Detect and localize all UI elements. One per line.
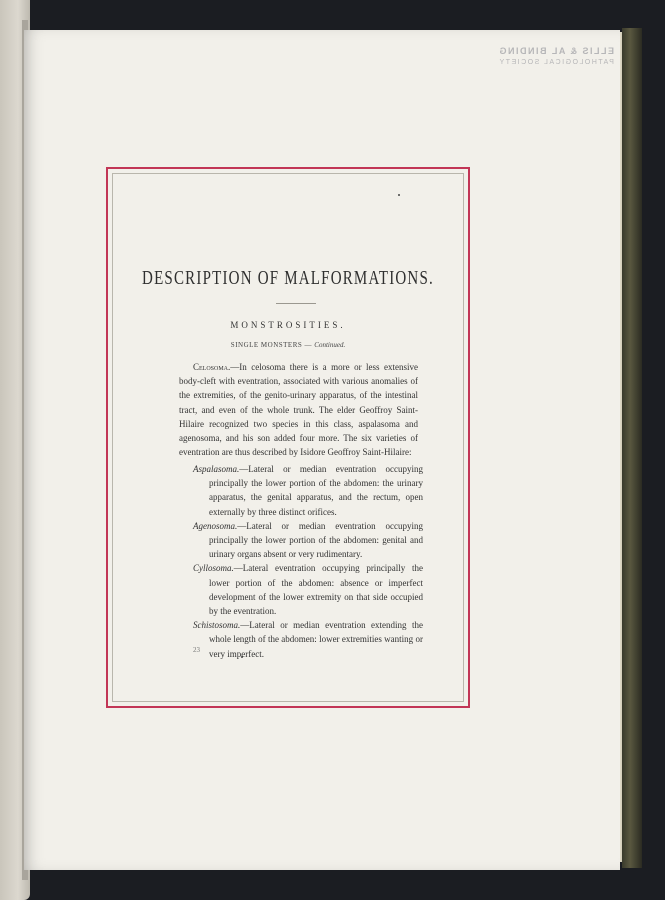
title-rule — [276, 303, 316, 304]
stamp-line-1: ELLIS & AL BINDING — [498, 46, 615, 56]
intro-paragraph — [179, 360, 418, 459]
library-stamp — [492, 46, 620, 66]
variety-text: —Lateral or median eventration occupying principally the lower portion of the abdomen: genital and urinary organs absent or very rudimentary. — [209, 520, 423, 560]
variety-term: Cyllosoma. — [193, 563, 234, 574]
plate-frame — [106, 167, 470, 708]
variety-term: Aspalasoma. — [193, 464, 240, 474]
list-item — [193, 462, 423, 519]
list-item — [193, 519, 423, 562]
variety-text: —Lateral eventration occupying principally the lower portion of the abdomen: absence or imperfect development of the lower extremity on that side occupied by the eventration. — [209, 563, 423, 617]
variety-text: —Lateral or median eventration extending the whole length of the abdomen: lower extremities wanting or very imperfect. — [209, 620, 423, 659]
book-page — [24, 30, 620, 870]
intro-text: —In celosoma there is a more or less extensive body-cleft with eventration, associated with various anomalies of the extremities, of the genito-urinary apparatus, of the intestinal tract, and even of the whole trunk. The elder Geoffroy Saint-Hilaire recognized two species in this class, aspalasoma and agenosoma, and his son added four more. The six varieties of eventration are thus described by Isidore Geoffroy Saint-Hilaire: — [179, 362, 418, 458]
list-item — [193, 618, 423, 661]
subsection-label: SINGLE MONSTERS — — [230, 341, 313, 349]
variety-term: Schistosoma. — [193, 620, 241, 631]
section-heading: MONSTROSITIES. — [230, 320, 346, 330]
variety-term: Agenosoma. — [193, 520, 238, 531]
intro-term: Celosoma. — [193, 362, 231, 372]
varieties-list — [193, 462, 423, 661]
book-cover-edge — [622, 28, 642, 868]
stamp-line-2: PATHOLOGICAL SOCIETY — [498, 59, 614, 66]
page-title: DESCRIPTION OF MALFORMATIONS. — [142, 268, 434, 290]
variety-text: —Lateral or median eventration occupying principally the lower portion of the abdomen: the urinary apparatus, the genital apparatus, and the rectum, open externally by three distinct orifices. — [209, 464, 423, 517]
page-number: 23 — [193, 646, 200, 654]
subsection-heading — [113, 341, 463, 349]
print-speck — [398, 194, 400, 196]
list-item — [193, 561, 423, 618]
subsection-note: Continued. — [314, 341, 346, 349]
plate-inner-frame — [112, 173, 464, 702]
